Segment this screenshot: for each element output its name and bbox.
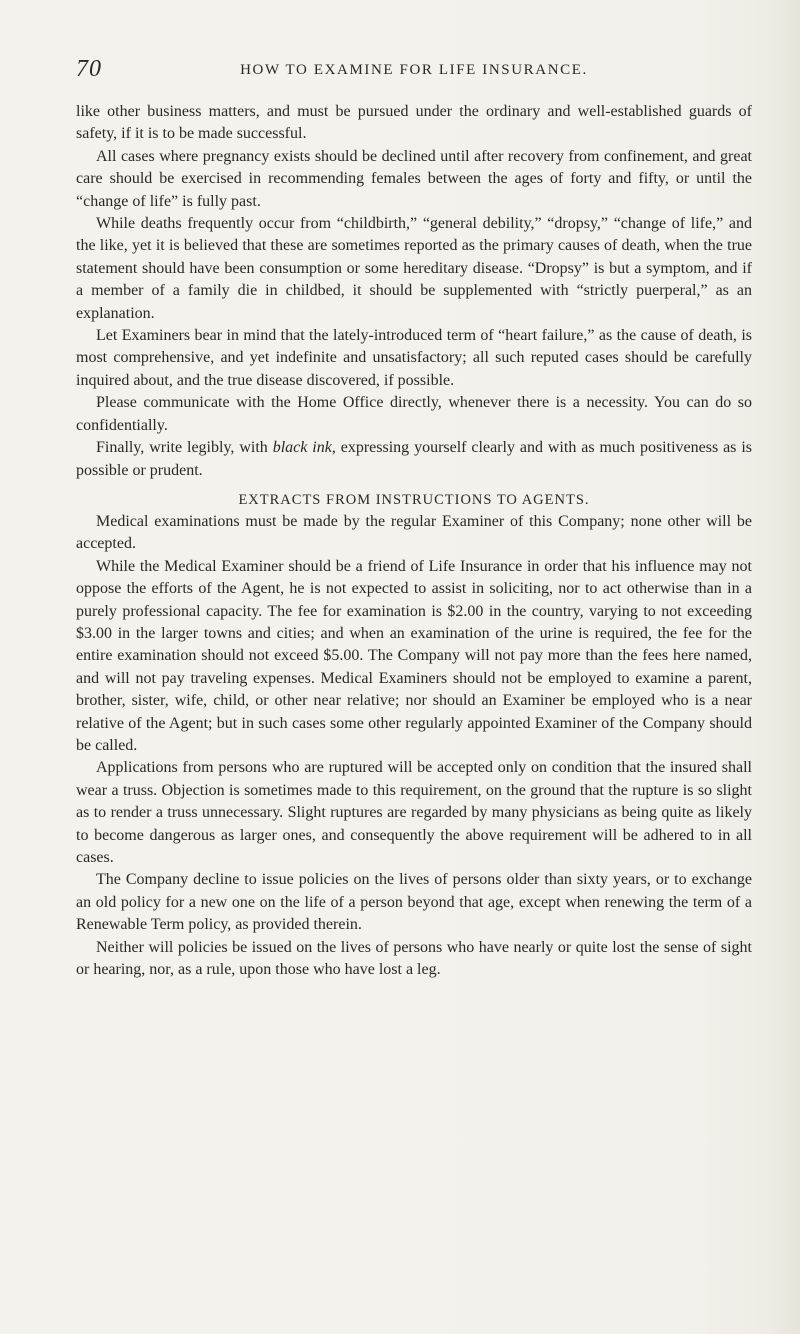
finally-text-before: Finally, write legibly, with — [96, 439, 273, 457]
paragraph-finally — [76, 437, 752, 482]
section-heading: EXTRACTS FROM INSTRUCTIONS TO AGENTS. — [238, 491, 590, 508]
page-header — [76, 56, 752, 84]
paragraph-heart-failure: Let Examiners bear in mind that the lately-introduced term of “heart failure,” as the cause of death, is most comprehensive, and yet indefinite and unsatisfactory; all such reputed cases should be carefully inquired about, and the true disease discovered, if possible. — [76, 327, 752, 389]
page-number: 70 — [76, 56, 102, 82]
paragraph-ruptures: Applications from persons who are ruptured will be accepted only on condition that the insured shall wear a truss. Objection is sometimes made to this requirement, on the ground that the rupture is so slight as to render a truss unnecessary. Slight ruptures are regarded by many physicians as being quite as likely to become dangerous as larger ones, and consequently the above requirement will be adhered to in all cases. — [76, 759, 752, 866]
paragraph-regular-examiner: Medical examinations must be made by the regular Examiner of this Company; none other will be accepted. — [76, 512, 752, 553]
paragraph-continuation: like other business matters, and must be pursued under the ordinary and well-established guards of safety, if it is to be made successful. — [76, 103, 752, 143]
paragraph-home-office: Please communicate with the Home Office directly, whenever there is a necessity. You can do so confidentially. — [76, 394, 752, 434]
paragraph-pregnancy: All cases where pregnancy exists should be declined until after recovery from confinement, and great care should be exercised in recommending females between the ages of forty and fifty, or until the “change of life” is fully past. — [76, 147, 752, 210]
paragraph-age-limit: The Company decline to issue policies on the lives of persons older than sixty years, or to exchange an old policy for a new one on the life of a person beyond that age, except when renewing the term of a Renewable Term policy, as provided therein. — [76, 871, 752, 934]
paragraph-causes-of-death: While deaths frequently occur from “childbirth,” “general debility,” “dropsy,” “change of life,” and the like, yet it is believed that these are sometimes reported as the primary causes of death, when the true statement should have been consumption or some hereditary disease. “Dropsy” is but a symptom, and if a member of a family die in childbed, it should be supplemented with “strictly puerperal,” as an explanation. — [76, 215, 752, 322]
paragraph-examiner-fees: While the Medical Examiner should be a friend of Life Insurance in order that his influence may not oppose the efforts of the Agent, he is not expected to assist in soliciting, nor to act otherwise than in a purely professional capacity. The fee for examination is $2.00 in the country, varying to not exceeding $3.00 in the larger towns and cities; and when an examination of the urine is required, the fee for the entire examination should not exceed $5.00. The Company will not pay more than the fees here named, and will not pay traveling expenses. Medical Examiners should not be employed to examine a parent, brother, sister, wife, child, or other near relative; nor should an Examiner be employed who is a near relative of the Agent; but in such cases some other regularly appointed Examiner of the Company should be called. — [76, 557, 752, 754]
page-body — [76, 101, 752, 981]
finally-text-after: , expressing yourself clearly and with as much positiveness as is possible or prudent. — [76, 439, 753, 479]
paragraph-sight-hearing: Neither will policies be issued on the lives of persons who have nearly or quite lost the sense of sight or hearing, nor, as a rule, upon those who have lost a leg. — [76, 938, 752, 979]
black-ink-emphasis: black ink — [272, 439, 332, 457]
running-head: HOW TO EXAMINE FOR LIFE INSURANCE. — [240, 62, 588, 78]
